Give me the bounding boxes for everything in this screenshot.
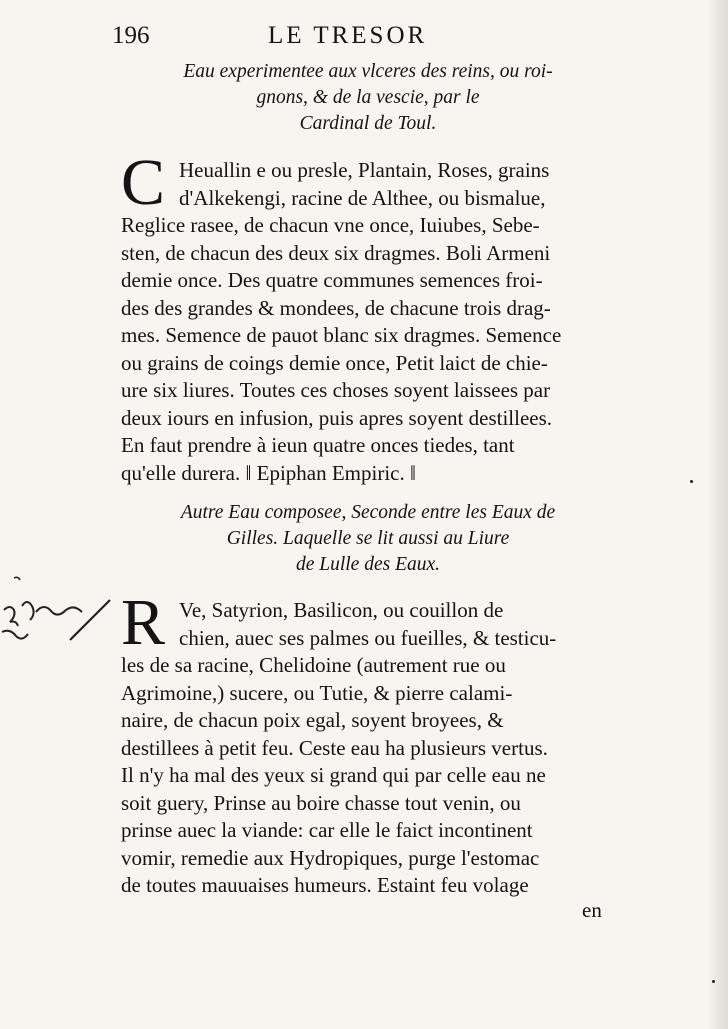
text-line: naire, de chacun poix egal, soyent broyees, &	[121, 708, 504, 732]
heading-line: gnons, & de la vescie, par le	[256, 87, 480, 108]
text-line: ure six liures. Toutes ces choses soyent laissees par	[121, 378, 551, 402]
text-line: Agrimoine,) sucere, ou Tutie, & pierre calami-	[121, 680, 513, 705]
text-line: vomir, remedie aux Hydropiques, purge l'estomac	[121, 845, 540, 870]
heading-line: Cardinal de Toul.	[299, 113, 437, 134]
section-heading-1	[128, 59, 608, 137]
text-line: Heuallin e ou presle, Plantain, Roses, grains	[179, 158, 550, 182]
drop-cap: R	[121, 586, 166, 659]
paragraph-1	[121, 157, 621, 487]
heading-line: Autre Eau composee, Seconde entre les Eaux de	[180, 502, 556, 523]
text-line: destillees à petit feu. Ceste eau ha plusieurs vertus.	[121, 735, 548, 760]
text-line: mes. Semence de pauot blanc six dragmes. Semence	[121, 323, 562, 347]
heading-line: Eau experimentee aux vlceres des reins, ou roi-	[183, 61, 553, 82]
text-line: des des grandes & mondees, de chacune trois drag-	[121, 295, 551, 320]
section-heading-2	[128, 500, 608, 578]
text-line: d'Alkekengi, racine de Althee, ou bismalue,	[179, 185, 546, 210]
page-header	[112, 22, 502, 56]
text-line: chien, auec ses palmes ou fueilles, & testicu-	[179, 625, 557, 650]
text-line: demie once. Des quatre communes semences froi-	[121, 268, 543, 292]
running-title: LE TRESOR	[268, 22, 428, 49]
handwritten-marginalia	[0, 570, 118, 660]
catchword: en	[582, 898, 602, 922]
text-line: deux iours en infusion, puis apres soyent destillees.	[121, 405, 553, 430]
text-line: Reglice rasee, de chacun vne once, Iuiubes, Sebe-	[121, 213, 540, 237]
page-edge-shadow	[706, 0, 728, 1029]
paragraph-2	[121, 597, 621, 900]
text-line: prinse auec la viande: car elle le faict incontinent	[121, 818, 533, 842]
text-line: ou grains de coings demie once, Petit laict de chie-	[121, 350, 548, 375]
text-line: Il n'y ha mal des yeux si grand qui par celle eau ne	[121, 763, 546, 787]
heading-line: Gilles. Laquelle se lit aussi au Liure	[226, 528, 510, 549]
heading-line: de Lulle des Eaux.	[295, 554, 441, 575]
drop-cap: C	[121, 146, 166, 219]
text-line: Ve, Satyrion, Basilicon, ou couillon de	[179, 598, 504, 622]
text-line: En faut prendre à ieun quatre onces tiedes, tant	[121, 433, 515, 457]
ink-speck	[690, 480, 693, 483]
text-line: les de sa racine, Chelidoine (autrement rue ou	[121, 653, 506, 677]
text-line: sten, de chacun des deux six dragmes. Boli Armeni	[121, 240, 551, 265]
ink-speck	[712, 980, 715, 983]
text-line: de toutes mauuaises humeurs. Estaint feu volage	[121, 873, 529, 897]
text-line: soit guery, Prinse au boire chasse tout venin, ou	[121, 790, 521, 815]
page-number: 196	[112, 22, 150, 49]
text-line: qu'elle durera. ‖ Epiphan Empiric. ‖	[121, 460, 416, 485]
